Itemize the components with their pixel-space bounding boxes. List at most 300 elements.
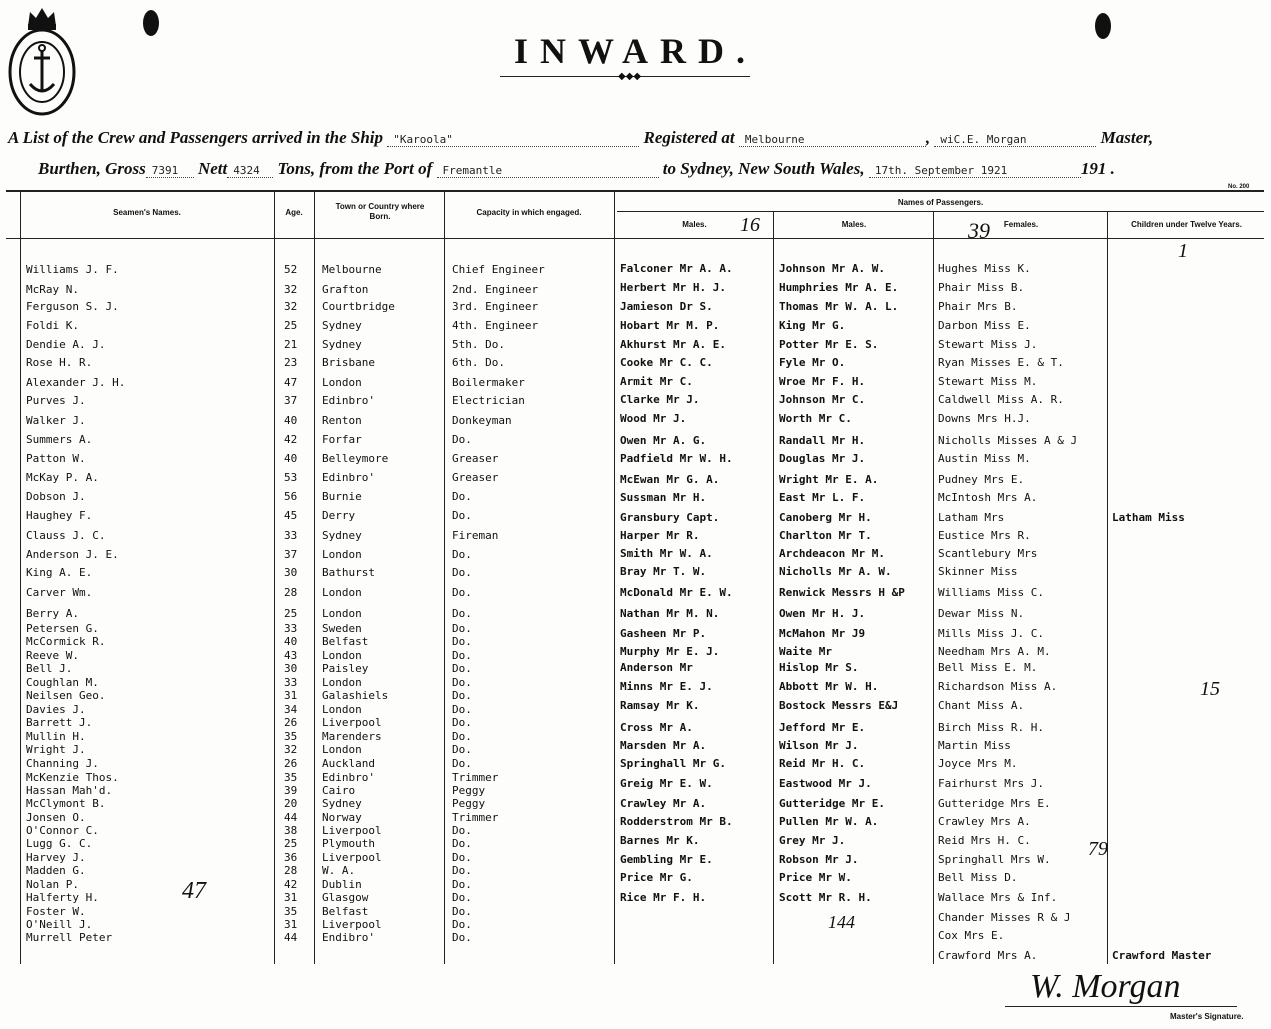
female-passenger: Bell Miss E. M. — [938, 661, 1038, 674]
female-passenger: Austin Miss M. — [938, 452, 1031, 465]
passenger-row — [0, 452, 1271, 466]
passenger-row — [0, 777, 1271, 791]
seaman-name: Patton W. — [26, 452, 86, 465]
male-passenger: Douglas Mr J. — [779, 452, 866, 465]
seaman-age: 20 — [284, 797, 298, 810]
seaman-name: Haughey F. — [26, 509, 93, 522]
male-passenger: Minns Mr E. J. — [620, 680, 713, 693]
seaman-birthplace: Dublin — [322, 878, 362, 891]
passenger-row — [0, 853, 1271, 867]
child-passenger: Latham Miss — [1112, 511, 1185, 524]
female-passenger: Nicholls Misses A & J — [938, 434, 1078, 447]
male-passenger: Scott Mr R. H. — [779, 891, 872, 904]
female-passenger: Bell Miss D. — [938, 871, 1018, 884]
male-passenger: Marsden Mr A. — [620, 739, 707, 752]
seaman-birthplace: Sydney — [322, 797, 362, 810]
female-passenger: Phair Miss B. — [938, 281, 1025, 294]
seaman-age: 30 — [284, 566, 298, 579]
passenger-row — [0, 834, 1271, 848]
seaman-capacity: Do. — [452, 730, 472, 743]
seaman-age: 45 — [284, 509, 298, 522]
seaman-birthplace: Glasgow — [322, 891, 369, 904]
female-passenger: Skinner Miss — [938, 565, 1018, 578]
seaman-birthplace: Cairo — [322, 784, 356, 797]
male-passenger: Randall Mr H. — [779, 434, 866, 447]
seaman-birthplace: Belleymore — [322, 452, 389, 465]
table-header-rule — [6, 238, 1264, 239]
male-passenger: Renwick Messrs H &P — [779, 586, 905, 599]
seaman-name: Davies J. — [26, 703, 86, 716]
female-passenger: Hughes Miss K. — [938, 262, 1031, 275]
females-total-note: 79 — [1088, 838, 1108, 860]
seaman-age: 31 — [284, 689, 298, 702]
seaman-name: Anderson J. E. — [26, 548, 119, 561]
seaman-capacity: Do. — [452, 918, 472, 931]
female-passenger: Ryan Misses E. & T. — [938, 356, 1064, 369]
seaman-age: 32 — [284, 743, 298, 756]
seaman-capacity: Do. — [452, 864, 472, 877]
seaman-age: 44 — [284, 811, 298, 824]
female-passenger: Eustice Mrs R. — [938, 529, 1031, 542]
passenger-row — [0, 871, 1271, 885]
seaman-birthplace: Edinbro' — [322, 394, 375, 407]
seaman-name: Ferguson S. J. — [26, 300, 119, 313]
seaman-capacity: Greaser — [452, 452, 499, 465]
seaman-birthplace: Forfar — [322, 433, 362, 446]
seaman-birthplace: Endibro' — [322, 931, 375, 944]
seaman-age: 39 — [284, 784, 298, 797]
seaman-name: McCormick R. — [26, 635, 106, 648]
passenger-row — [0, 721, 1271, 735]
male-passenger: Grey Mr J. — [779, 834, 846, 847]
seaman-capacity: Do. — [452, 649, 472, 662]
seaman-birthplace: London — [322, 676, 362, 689]
seaman-capacity: 2nd. Engineer — [452, 283, 539, 296]
passenger-row — [0, 393, 1271, 407]
end-dot: . — [1110, 159, 1115, 178]
seaman-birthplace: Renton — [322, 414, 362, 427]
male-passenger: Pullen Mr W. A. — [779, 815, 879, 828]
female-passenger: Chander Misses R & J — [938, 911, 1071, 924]
passenger-row — [0, 627, 1271, 641]
male-passenger: Waite Mr — [779, 645, 832, 658]
seaman-birthplace: Melbourne — [322, 263, 382, 276]
male-passenger: Padfield Mr W. H. — [620, 452, 733, 465]
passenger-row — [0, 547, 1271, 561]
male-passenger: Herbert Mr H. J. — [620, 281, 726, 294]
seaman-capacity: Do. — [452, 824, 472, 837]
seaman-birthplace: Norway — [322, 811, 362, 824]
col-head-children: Children under Twelve Years. — [1131, 220, 1242, 229]
male-passenger: Gransbury Capt. — [620, 511, 720, 524]
seaman-age: 26 — [284, 757, 298, 770]
col-head-females: Females. — [1003, 220, 1039, 229]
seaman-birthplace: Sweden — [322, 622, 362, 635]
col-head-age: Age. — [285, 208, 303, 217]
seaman-name: Dendie A. J. — [26, 338, 106, 351]
male-passenger: Owen Mr A. G. — [620, 434, 707, 447]
col-head-males-2: Males. — [841, 220, 867, 229]
seaman-capacity: Do. — [452, 931, 472, 944]
seaman-name: Neilsen Geo. — [26, 689, 106, 702]
tons-label: Tons, from the Port of — [277, 159, 433, 178]
seaman-capacity: Do. — [452, 622, 472, 635]
passenger-row — [0, 300, 1271, 314]
passenger-row — [0, 815, 1271, 829]
female-passenger: Wallace Mrs & Inf. — [938, 891, 1058, 904]
female-passenger: Crawley Mrs A. — [938, 815, 1031, 828]
male-passenger: Sussman Mr H. — [620, 491, 707, 504]
male-passenger: Owen Mr H. J. — [779, 607, 866, 620]
male-passenger: Gembling Mr E. — [620, 853, 713, 866]
passenger-row — [0, 891, 1271, 905]
male-passenger: Robson Mr J. — [779, 853, 859, 866]
male-passenger: Rodderstrom Mr B. — [620, 815, 733, 828]
date-field: 17th. September 1921 — [869, 164, 1081, 178]
seaman-birthplace: Marenders — [322, 730, 382, 743]
male-passenger: Greig Mr E. W. — [620, 777, 713, 790]
passenger-row — [0, 319, 1271, 333]
seaman-age: 31 — [284, 891, 298, 904]
seaman-age: 52 — [284, 263, 298, 276]
seaman-capacity: Do. — [452, 703, 472, 716]
male-passenger: Archdeacon Mr M. — [779, 547, 885, 560]
seaman-name: Walker J. — [26, 414, 86, 427]
seaman-birthplace: Belfast — [322, 905, 369, 918]
seaman-age: 40 — [284, 414, 298, 427]
gross-field: 7391 — [146, 164, 194, 178]
master-name-field: wiC.E. Morgan — [934, 133, 1096, 147]
seaman-capacity: Trimmer — [452, 771, 499, 784]
female-passenger: Chant Miss A. — [938, 699, 1025, 712]
seaman-age: 33 — [284, 622, 298, 635]
seaman-capacity: Peggy — [452, 797, 486, 810]
female-passenger: Springhall Mrs W. — [938, 853, 1051, 866]
male-passenger: Charlton Mr T. — [779, 529, 872, 542]
seaman-name: Murrell Peter — [26, 931, 113, 944]
registered-label: Registered at — [643, 128, 735, 147]
nett-field: 4324 — [227, 164, 273, 178]
seaman-birthplace: Burnie — [322, 490, 362, 503]
seaman-age: 47 — [284, 376, 298, 389]
nett-label: Nett — [197, 159, 228, 178]
seaman-name: Coughlan M. — [26, 676, 99, 689]
passenger-row — [0, 680, 1271, 694]
col-head-passengers: Names of Passengers. — [897, 198, 984, 207]
males-count-note: 16 — [740, 214, 760, 236]
male-passenger: Jamieson Dr S. — [620, 300, 713, 313]
passenger-header-rule — [617, 211, 1264, 212]
passenger-row — [0, 607, 1271, 621]
male-passenger: Falconer Mr A. A. — [620, 262, 733, 275]
seaman-name: Jonsen O. — [26, 811, 86, 824]
passenger-row — [0, 949, 1271, 963]
male-passenger: Price Mr G. — [620, 871, 693, 884]
right-margin-note: 15 — [1200, 678, 1220, 700]
male-passenger: Ramsay Mr K. — [620, 699, 700, 712]
female-passenger: Mills Miss J. C. — [938, 627, 1044, 640]
seaman-birthplace: Edinbro' — [322, 771, 375, 784]
seaman-name: Rose H. R. — [26, 356, 93, 369]
seaman-name: Madden G. — [26, 864, 86, 877]
col-head-names: Seamen's Names. — [113, 208, 181, 217]
crew-total-note: 47 — [182, 878, 206, 904]
seaman-birthplace: Bathurst — [322, 566, 375, 579]
male-passenger: Smith Mr W. A. — [620, 547, 713, 560]
seaman-age: 56 — [284, 490, 298, 503]
male-passenger: Johnson Mr A. W. — [779, 262, 885, 275]
male-passenger: Fyle Mr O. — [779, 356, 846, 369]
female-passenger: Birch Miss R. H. — [938, 721, 1044, 734]
registered-field: Melbourne — [739, 133, 926, 147]
male-passenger: McMahon Mr J9 — [779, 627, 866, 640]
female-passenger: Joyce Mrs M. — [938, 757, 1018, 770]
male-passenger: Wroe Mr F. H. — [779, 375, 866, 388]
male-passenger: King Mr G. — [779, 319, 846, 332]
col-head-capacity: Capacity in which engaged. — [476, 208, 582, 217]
seaman-birthplace: Galashiels — [322, 689, 389, 702]
seaman-name: Petersen G. — [26, 622, 99, 635]
seaman-age: 40 — [284, 452, 298, 465]
seaman-birthplace: W. A. — [322, 864, 356, 877]
seaman-name: Mullin H. — [26, 730, 86, 743]
table-top-rule — [6, 190, 1264, 192]
master-sep: , — [925, 128, 931, 147]
male-passenger: Hobart Mr M. P. — [620, 319, 720, 332]
male-passenger: Humphries Mr A. E. — [779, 281, 899, 294]
female-passenger: Downs Mrs H.J. — [938, 412, 1031, 425]
seaman-age: 23 — [284, 356, 298, 369]
seaman-capacity: Do. — [452, 490, 472, 503]
seaman-capacity: Do. — [452, 662, 472, 675]
passenger-row — [0, 797, 1271, 811]
seaman-age: 36 — [284, 851, 298, 864]
seaman-capacity: Chief Engineer — [452, 263, 545, 276]
male-passenger: Rice Mr F. H. — [620, 891, 707, 904]
seaman-name: O'Connor C. — [26, 824, 99, 837]
male-passenger: Akhurst Mr A. E. — [620, 338, 726, 351]
col-head-town: Town or Country where Born. — [335, 202, 425, 221]
seaman-birthplace: Auckland — [322, 757, 375, 770]
seaman-capacity: Do. — [452, 878, 472, 891]
seaman-age: 35 — [284, 730, 298, 743]
master-label: Master, — [1100, 128, 1154, 147]
seaman-capacity: Donkeyman — [452, 414, 512, 427]
seaman-capacity: Do. — [452, 891, 472, 904]
male-passenger: Eastwood Mr J. — [779, 777, 872, 790]
seaman-capacity: Electrician — [452, 394, 525, 407]
male-passenger: McDonald Mr E. W. — [620, 586, 733, 599]
passenger-row — [0, 661, 1271, 675]
seaman-capacity: Do. — [452, 837, 472, 850]
seaman-birthplace: Derry — [322, 509, 356, 522]
seaman-age: 28 — [284, 586, 298, 599]
male-passenger: Gasheen Mr P. — [620, 627, 707, 640]
passenger-row — [0, 699, 1271, 713]
seaman-birthplace: Liverpool — [322, 851, 382, 864]
seaman-name: Purves J. — [26, 394, 86, 407]
male-passenger: Thomas Mr W. A. L. — [779, 300, 899, 313]
passenger-row — [0, 356, 1271, 370]
seaman-capacity: Do. — [452, 743, 472, 756]
female-passenger: Needham Mrs A. M. — [938, 645, 1051, 658]
seaman-name: Nolan P. — [26, 878, 79, 891]
seaman-name: Carver Wm. — [26, 586, 93, 599]
col-head-males-1: Males. — [682, 220, 707, 229]
male-passenger: Nathan Mr M. N. — [620, 607, 720, 620]
female-passenger: Reid Mrs H. C. — [938, 834, 1031, 847]
seaman-capacity: Do. — [452, 676, 472, 689]
seaman-name: Harvey J. — [26, 851, 86, 864]
seaman-capacity: 4th. Engineer — [452, 319, 539, 332]
female-passenger: Richardson Miss A. — [938, 680, 1058, 693]
male-passenger: Clarke Mr J. — [620, 393, 700, 406]
seaman-name: Halferty H. — [26, 891, 99, 904]
seaman-birthplace: London — [322, 586, 362, 599]
child-passenger: Crawford Master — [1112, 949, 1212, 962]
male-passenger: Jefford Mr E. — [779, 721, 866, 734]
passenger-row — [0, 586, 1271, 600]
seaman-birthplace: Liverpool — [322, 824, 382, 837]
seaman-age: 44 — [284, 931, 298, 944]
seaman-age: 32 — [284, 283, 298, 296]
male-passenger: Cross Mr A. — [620, 721, 693, 734]
seaman-age: 31 — [284, 918, 298, 931]
seaman-age: 40 — [284, 635, 298, 648]
seaman-name: Hassan Mah'd. — [26, 784, 113, 797]
seaman-capacity: Do. — [452, 757, 472, 770]
seaman-birthplace: Plymouth — [322, 837, 375, 850]
seaman-birthplace: London — [322, 703, 362, 716]
seaman-name: Williams J. F. — [26, 263, 119, 276]
female-passenger: Pudney Mrs E. — [938, 473, 1025, 486]
male-passenger: Price Mr W. — [779, 871, 852, 884]
passenger-row — [0, 473, 1271, 487]
male-passenger: Bray Mr T. W. — [620, 565, 707, 578]
female-passenger: Latham Mrs — [938, 511, 1005, 524]
male-passenger: Reid Mr H. C. — [779, 757, 866, 770]
passenger-row — [0, 281, 1271, 295]
female-passenger: McIntosh Mrs A. — [938, 491, 1038, 504]
seaman-birthplace: Liverpool — [322, 716, 382, 729]
seaman-capacity: Do. — [452, 905, 472, 918]
female-passenger: Caldwell Miss A. R. — [938, 393, 1064, 406]
seaman-age: 43 — [284, 649, 298, 662]
male-passenger: Nicholls Mr A. W. — [779, 565, 892, 578]
male-passenger: McEwan Mr G. A. — [620, 473, 720, 486]
female-passenger: Stewart Miss M. — [938, 375, 1038, 388]
male-passenger: Canoberg Mr H. — [779, 511, 872, 524]
seaman-birthplace: Sydney — [322, 338, 362, 351]
male-passenger: Crawley Mr A. — [620, 797, 707, 810]
seaman-capacity: Fireman — [452, 529, 499, 542]
seaman-name: Channing J. — [26, 757, 99, 770]
seaman-birthplace: Sydney — [322, 529, 362, 542]
passenger-row — [0, 338, 1271, 352]
seaman-name: Reeve W. — [26, 649, 79, 662]
seaman-name: McKenzie Thos. — [26, 771, 119, 784]
male-passenger: Gutteridge Mr E. — [779, 797, 885, 810]
seaman-capacity: Trimmer — [452, 811, 499, 824]
female-passenger: Cox Mrs E. — [938, 929, 1005, 942]
male-passenger: East Mr L. F. — [779, 491, 866, 504]
female-passenger: Stewart Miss J. — [938, 338, 1038, 351]
seaman-age: 34 — [284, 703, 298, 716]
female-passenger: Phair Mrs B. — [938, 300, 1018, 313]
signature-line — [1005, 1006, 1237, 1007]
header-line-1 — [8, 128, 1153, 148]
seaman-capacity: Do. — [452, 635, 472, 648]
seaman-name: Lugg G. C. — [26, 837, 93, 850]
seaman-birthplace: Liverpool — [322, 918, 382, 931]
seaman-name: Dobson J. — [26, 490, 86, 503]
seaman-age: 37 — [284, 548, 298, 561]
seaman-capacity: Peggy — [452, 784, 486, 797]
passenger-row — [0, 375, 1271, 389]
passenger-row — [0, 491, 1271, 505]
seaman-capacity: 6th. Do. — [452, 356, 505, 369]
passenger-row — [0, 412, 1271, 426]
form-code: No. 200 — [1228, 184, 1250, 190]
seaman-name: McKay P. A. — [26, 471, 99, 484]
seaman-capacity: Do. — [452, 433, 472, 446]
female-passenger: Scantlebury Mrs — [938, 547, 1038, 560]
seaman-capacity: Do. — [452, 548, 472, 561]
seaman-name: Foster W. — [26, 905, 86, 918]
male-passenger: Murphy Mr E. J. — [620, 645, 720, 658]
seaman-age: 26 — [284, 716, 298, 729]
male-passenger: Wilson Mr J. — [779, 739, 859, 752]
seaman-age: 21 — [284, 338, 298, 351]
male-passenger: Springhall Mr G. — [620, 757, 726, 770]
list-prefix: A List of the Crew and Passengers arrived in the Ship — [8, 128, 383, 147]
seaman-capacity: Boilermaker — [452, 376, 525, 389]
seaman-name: Summers A. — [26, 433, 93, 446]
passenger-row — [0, 645, 1271, 659]
seaman-name: McRay N. — [26, 283, 79, 296]
master-signature: W. Morgan — [1030, 968, 1181, 1005]
seaman-name: Wright J. — [26, 743, 86, 756]
seaman-age: 32 — [284, 300, 298, 313]
female-passenger: Dewar Miss N. — [938, 607, 1025, 620]
seaman-birthplace: London — [322, 649, 362, 662]
signature-label: Master's Signature. — [1170, 1012, 1244, 1021]
seaman-birthplace: Paisley — [322, 662, 369, 675]
seaman-name: Foldi K. — [26, 319, 79, 332]
seaman-capacity: Do. — [452, 586, 472, 599]
seaman-name: Barrett J. — [26, 716, 93, 729]
children-count-note: 1 — [1178, 240, 1188, 262]
seaman-age: 25 — [284, 607, 298, 620]
passenger-row — [0, 529, 1271, 543]
female-passenger: Darbon Miss E. — [938, 319, 1031, 332]
port-field: Fremantle — [437, 164, 659, 178]
seaman-capacity: 3rd. Engineer — [452, 300, 539, 313]
seaman-birthplace: Courtbridge — [322, 300, 395, 313]
seaman-name: McClymont B. — [26, 797, 106, 810]
header-line-2 — [38, 159, 1115, 179]
seaman-birthplace: Brisbane — [322, 356, 375, 369]
document-title: INWARD. — [513, 31, 757, 71]
male-passenger: Barnes Mr K. — [620, 834, 700, 847]
seaman-age: 35 — [284, 771, 298, 784]
seaman-capacity: Do. — [452, 716, 472, 729]
passenger-row — [0, 262, 1271, 276]
seaman-birthplace: London — [322, 548, 362, 561]
seaman-age: 25 — [284, 319, 298, 332]
burthen-label: Burthen, Gross — [38, 159, 146, 178]
passenger-row — [0, 565, 1271, 579]
